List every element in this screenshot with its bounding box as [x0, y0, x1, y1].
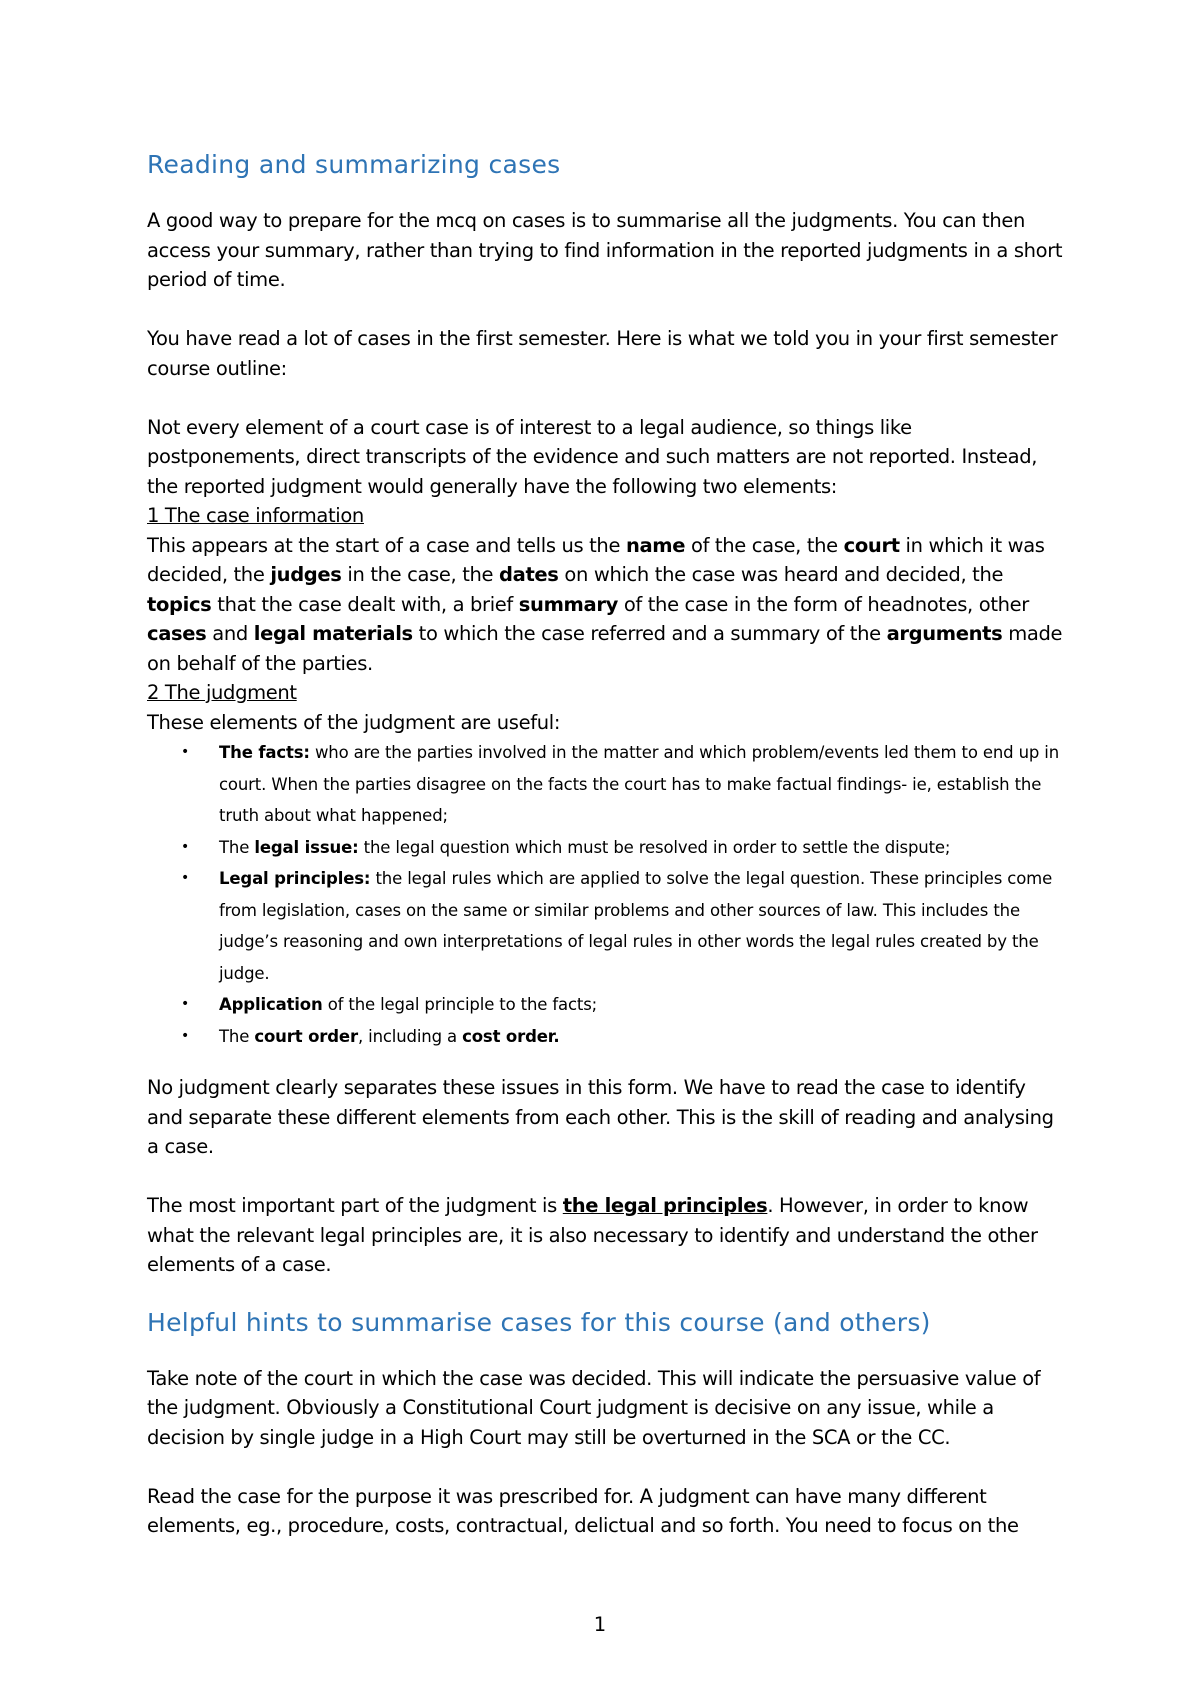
- bold-term: court order: [254, 1026, 358, 1046]
- bold-term-dates: dates: [499, 563, 559, 586]
- bold-term-topics: topics: [147, 592, 212, 616]
- text-run: and: [206, 622, 254, 645]
- page-number: 1: [593, 1613, 607, 1636]
- paragraph-case-information: [147, 531, 1067, 679]
- paragraph-no-judgment: No judgment clearly separates these issues in this form. We have to read the case to identify and separate these different elements from each other. This is the skill of reading and analysing a case.: [147, 1076, 1054, 1158]
- text-run: who are the parties involved in the matter and which problem/events led them to end up in court. When the parties disagree on the facts the court has to make factual findings- ie, establish the truth about what happened;: [219, 743, 1060, 825]
- judgment-elements-list: [147, 737, 1067, 1052]
- text-run: in which it was decided, the: [147, 533, 1045, 586]
- text-run: The most important part of the judgment is: [147, 1194, 563, 1217]
- bold-term: legal issue:: [254, 837, 359, 857]
- list-item-legal-principles: [181, 863, 1067, 989]
- bold-term: Application: [219, 995, 323, 1014]
- heading-reading-summarizing: Reading and summarizing cases: [147, 150, 561, 179]
- document-body: [147, 146, 1067, 1541]
- text-run: in the case, the: [341, 563, 500, 586]
- text-run: to which the case referred and a summary of the: [412, 622, 887, 645]
- bold-term: The facts:: [219, 743, 310, 762]
- paragraph-read-purpose: Read the case for the purpose it was prescribed for. A judgment can have many different elements, eg., procedure, costs, contractual, delictual and so forth. You need to focus on the: [147, 1484, 1019, 1537]
- bold-term-cases: cases: [147, 622, 207, 645]
- bold-term: cost order.: [462, 1026, 560, 1046]
- text-run: The: [219, 1026, 255, 1046]
- text-run: the legal question which must be resolved in order to settle the dispute;: [358, 837, 951, 857]
- paragraph-court-note: Take note of the court in which the case was decided. This will indicate the persuasive value of the judgment. Obviously a Constitutional Court judgment is decisive on any issue, while a decision by single judge in a High Court may still be overturned in the SCA or the CC.: [147, 1366, 1041, 1449]
- subheading-case-information: [147, 501, 1067, 531]
- bold-underlined-term: the legal principles: [562, 1194, 768, 1217]
- bold-term-summary: summary: [518, 592, 618, 616]
- bold-term-judges: judges: [270, 563, 342, 586]
- text-run: The: [219, 837, 255, 857]
- bullet-icon: •: [181, 838, 190, 855]
- list-item-court-order: [181, 1021, 1067, 1053]
- subheading-judgment: [147, 678, 1067, 708]
- paragraph-first-semester: You have read a lot of cases in the first semester. Here is what we told you in your first semester course outline:: [147, 327, 1058, 380]
- bullet-icon: •: [181, 996, 190, 1012]
- text-run: on which the case was heard and decided, the: [558, 563, 1004, 586]
- paragraph-court-case-elements: Not every element of a court case is of interest to a legal audience, so things like postponements, direct transcripts of the evidence and such matters are not reported. Instead, the reported judgment would generally have the following two elements:: [147, 415, 1038, 498]
- text-run: of the legal principle to the facts;: [322, 995, 598, 1014]
- bullet-icon: •: [181, 744, 190, 760]
- text-run: made on behalf of the parties.: [147, 622, 1063, 675]
- paragraph-prepare-mcq: A good way to prepare for the mcq on cases is to summarise all the judgments. You can then access your summary, rather than trying to find information in the reported judgments in a short period of time.: [147, 209, 1063, 291]
- bold-term-court: court: [843, 533, 900, 557]
- text-run: This appears at the start of a case and tells us the: [147, 533, 626, 557]
- bold-term-name: name: [625, 533, 686, 557]
- text-run: that the case dealt with, a brief: [211, 592, 519, 616]
- bold-term-arguments: arguments: [886, 622, 1003, 645]
- subheading-judgment-text: 2 The judgment: [147, 681, 297, 704]
- bold-term: Legal principles:: [219, 869, 371, 888]
- list-item-facts: [181, 737, 1067, 832]
- heading-helpful-hints: Helpful hints to summarise cases for this course (and others): [147, 1307, 931, 1337]
- text-run: . However, in order to know what the relevant legal principles are, it is also necessary to identify and understand the other elements of a case.: [147, 1194, 1038, 1276]
- paragraph-most-important: [147, 1191, 1067, 1280]
- text-run: of the case in the form of headnotes, other: [617, 592, 1029, 616]
- text-run: the legal rules which are applied to solve the legal question. These principles come from legislation, cases on the same or similar problems and other sources of law. This includes the judge’s reasoning and own interpretations of legal rules in other words the legal rules created by the judge.: [219, 869, 1053, 983]
- subheading-case-information-text: 1 The case information: [147, 504, 364, 527]
- bold-term-legal-materials: legal materials: [253, 622, 413, 645]
- text-run: , including a: [357, 1026, 463, 1046]
- bullet-icon: •: [181, 1027, 190, 1044]
- list-item-application: [181, 989, 1067, 1021]
- list-item-legal-issue: [181, 832, 1067, 864]
- text-run: of the case, the: [685, 533, 844, 557]
- paragraph-judgment-intro: These elements of the judgment are useful:: [147, 710, 561, 734]
- bullet-icon: •: [181, 870, 190, 886]
